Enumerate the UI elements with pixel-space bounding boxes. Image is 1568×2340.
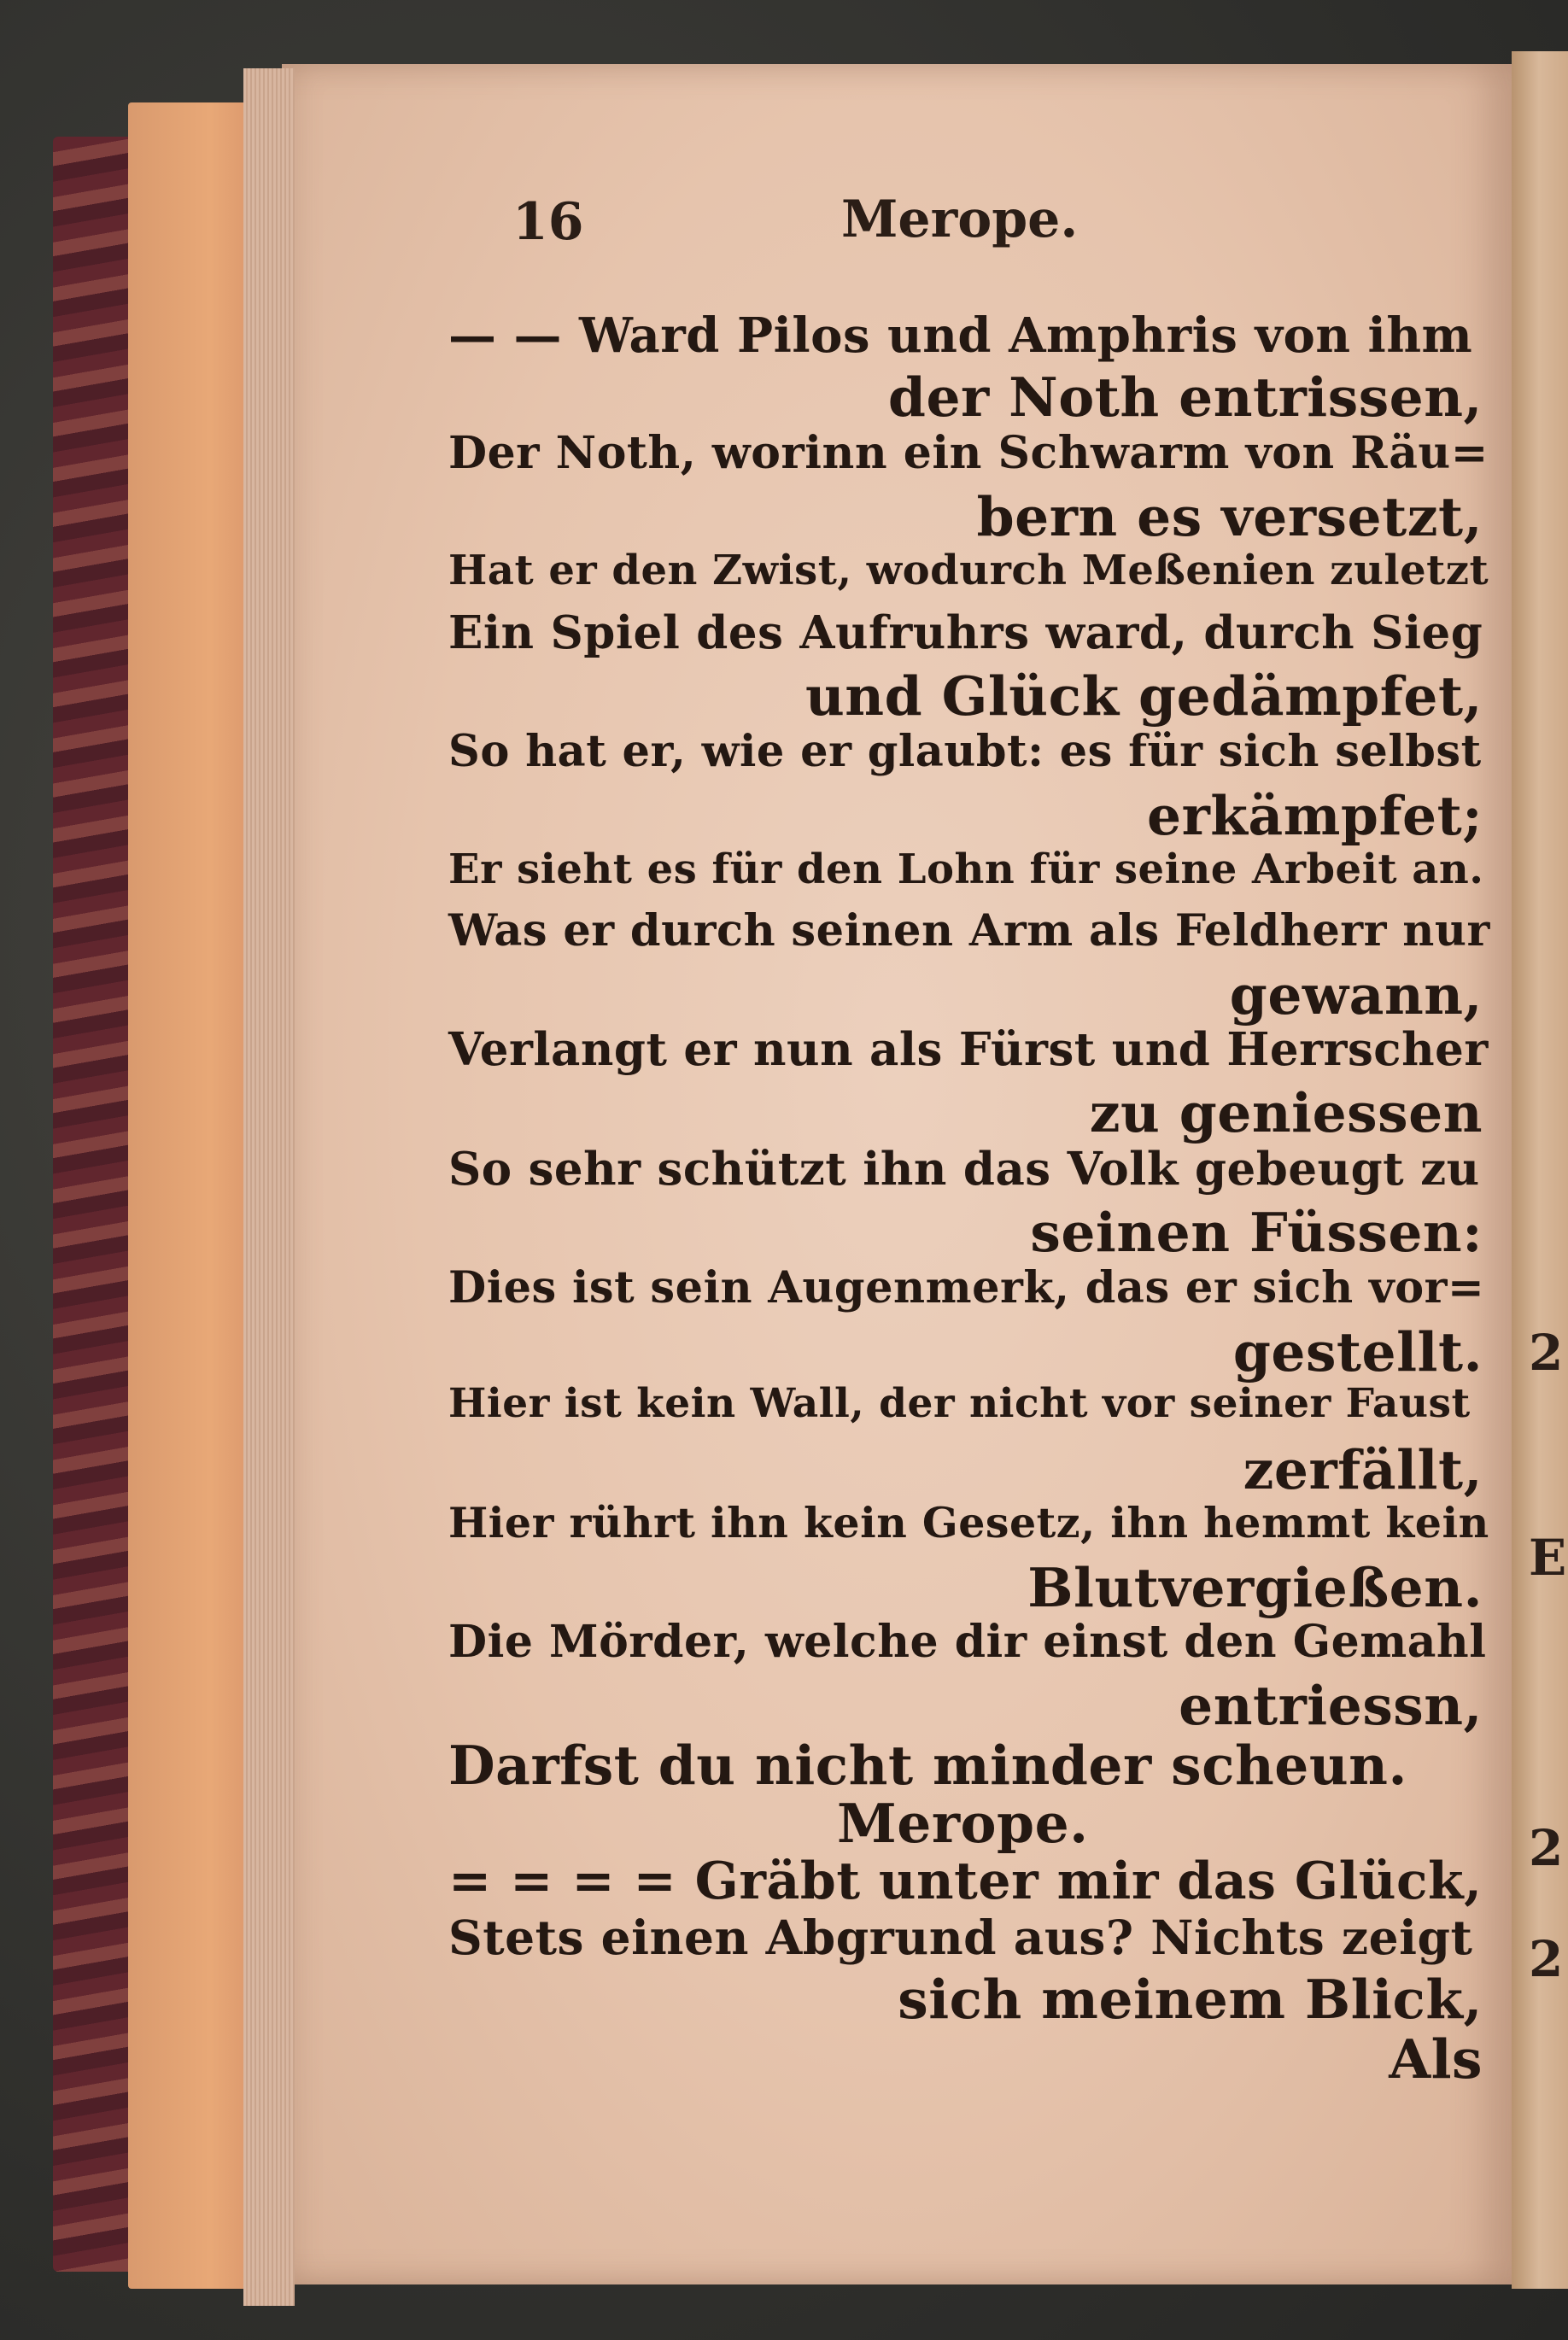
speaker-name: Merope.	[837, 1792, 1089, 1855]
text-line: Blutvergießen.	[1027, 1556, 1483, 1619]
text-line: Verlangt er nun als Fürst und Herrscher	[448, 1023, 1489, 1076]
text-line: So hat er, wie er glaubt: es für sich selbst	[448, 726, 1482, 777]
text-line: der Noth entrissen,	[887, 366, 1483, 429]
text-line: Hier rührt ihn kein Gesetz, ihn hemmt kein	[448, 1498, 1489, 1547]
text-line: seinen Füssen:	[1030, 1201, 1483, 1264]
text-line: zerfällt,	[1243, 1438, 1483, 1501]
page-edges	[243, 68, 295, 2306]
facing-page	[1512, 51, 1568, 2289]
page-number: 16	[512, 192, 584, 252]
text-line: Der Noth, worinn ein Schwarm von Räu=	[448, 427, 1489, 479]
text-line: Darfst du nicht minder scheun.	[448, 1734, 1407, 1797]
text-line: Hat er den Zwist, wodurch Meßenien zuletzt	[448, 547, 1489, 594]
text-line: Ein Spiel des Aufruhrs ward, durch Sieg	[448, 606, 1483, 659]
text-line: Hier ist kein Wall, der nicht vor seiner Faust	[448, 1380, 1471, 1427]
text-line: gestellt.	[1232, 1320, 1483, 1384]
text-line: entriessn,	[1179, 1674, 1483, 1737]
text-line: Was er durch seinen Arm als Feldherr nur	[448, 905, 1490, 956]
facing-page-glyph: E	[1529, 1529, 1567, 1587]
text-line: gewann,	[1229, 963, 1483, 1027]
text-line: Er sieht es für den Lohn für seine Arbeit an.	[448, 845, 1484, 893]
text-line: — — Ward Pilos und Amphris von ihm	[448, 307, 1473, 364]
text-line: Stets einen Abgrund aus? Nichts zeigt	[448, 1910, 1473, 1965]
text-line: und Glück gedämpfet,	[804, 664, 1483, 728]
facing-page-glyph: 2	[1529, 1324, 1564, 1382]
running-title: Merope.	[841, 190, 1079, 249]
text-line: sich meinem Blick,	[898, 1968, 1483, 2031]
text-line: erkämpfet;	[1147, 784, 1483, 847]
text-line: Dies ist sein Augenmerk, das er sich vor=	[448, 1262, 1485, 1313]
text-line: zu geniessen	[1089, 1081, 1483, 1144]
text-line: bern es versetzt,	[976, 485, 1483, 548]
catchword: Als	[1389, 2027, 1483, 2091]
text-line: = = = = Gräbt unter mir das Glück,	[448, 1852, 1483, 1911]
text-line: Die Mörder, welche dir einst den Gemahl	[448, 1616, 1487, 1668]
text-line: So sehr schützt ihn das Volk gebeugt zu	[448, 1143, 1480, 1196]
facing-page-glyph: 2	[1529, 1819, 1564, 1877]
facing-page-glyph: 2	[1529, 1930, 1564, 1988]
